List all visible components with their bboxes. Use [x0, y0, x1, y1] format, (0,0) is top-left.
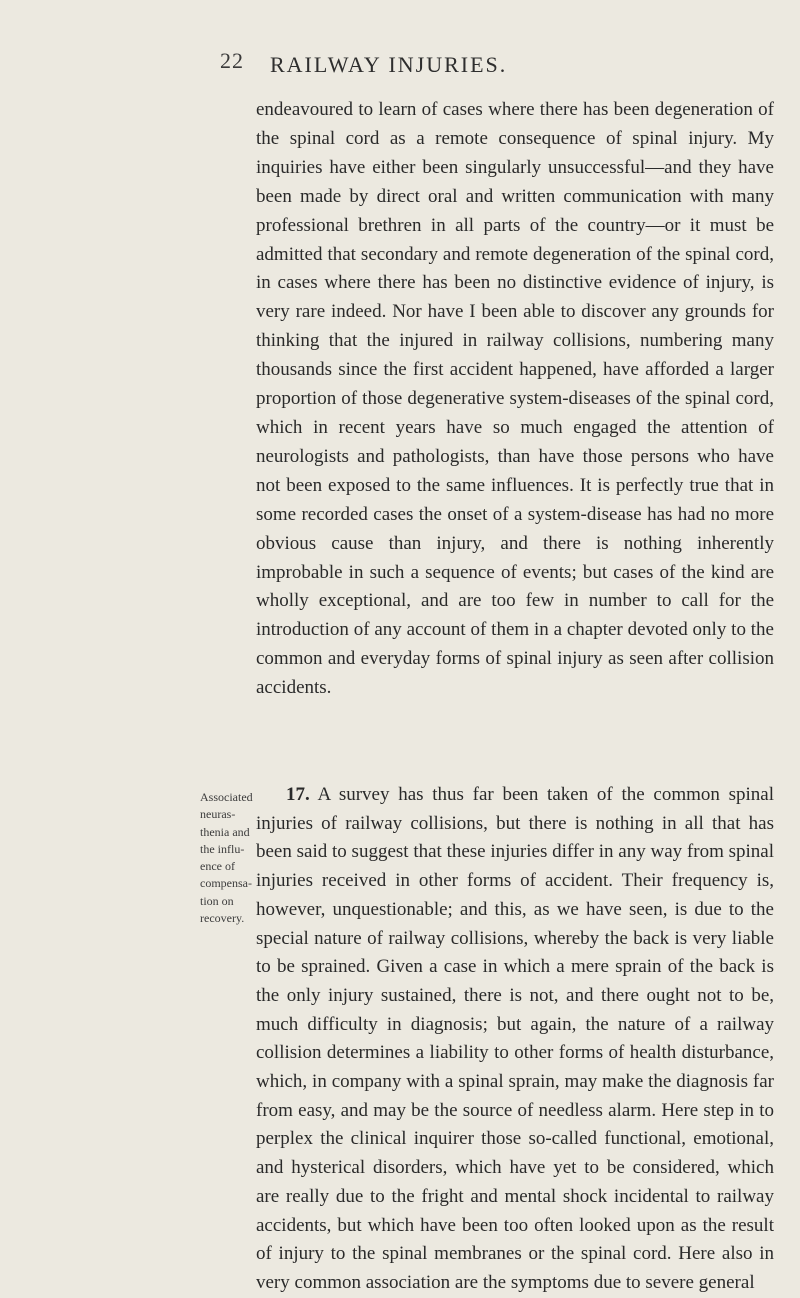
margin-note-line: neuras- — [200, 807, 236, 822]
margin-note-line: compensa- — [200, 876, 252, 891]
margin-note-line: ence of — [200, 859, 235, 874]
page-number: 22 — [220, 48, 244, 73]
margin-note-line: Associated — [200, 790, 253, 804]
section-number: 17. — [286, 784, 310, 805]
body-paragraph-2-text: A survey has thus far been taken of the common spinal injuries of railway collisions, but there is nothing in all that has been said to suggest that these injuries differ in any way from spinal injuries received in other forms of accident. Their frequency is, however, unquestionable; and this, as we have seen, is due to the special nature of railway collisions, whereby the back is very liable to be sprained. Given a case in which a mere sprain of the back is the only injury sustained, there is not, and there ought not to be, much difficulty in diagnosis; but again, the nature of a railway collision determines a liability to other forms of health disturbance, which, in company with a spinal sprain, may make the diagnosis far from easy, and may be the source of needless alarm. Here step in to perplex the clinical inquirer those so-called functional, emotional, and hysterical disorders, which have yet to be considered, which are really due to the fright and mental shock incidental to railway accidents, but which have been too often looked upon as the result of injury to the spinal membranes or the spinal cord. Here also in very common association are the symptoms due to severe general — [256, 784, 775, 1293]
margin-note-line: recovery. — [200, 911, 245, 926]
margin-note-line: tion on — [200, 893, 234, 908]
margin-note-line: the influ- — [200, 841, 245, 856]
running-head: RAILWAY INJURIES. — [270, 52, 508, 77]
body-paragraph-2 — [256, 781, 774, 1298]
margin-note-line: thenia and — [200, 824, 250, 839]
body-paragraph-1: endeavoured to learn of cases where there has been degeneration of the spinal cord as a remote consequence of spinal injury. My inquiries have either been singularly unsuccessful—and they have been made by direct oral and written communication with many professional brethren in all parts of the country—or it must be admitted that secondary and remote degeneration of the spinal cord, in cases where there has been no distinctive evidence of injury, is very rare indeed. Nor have I been able to discover any grounds for thinking that the injured in railway collisions, numbering many thousands since the first accident happened, have afforded a larger proportion of those degenerative system-diseases of the spinal cord, which in recent years have so much engaged the attention of neurologists and pathologists, than have those persons who have not been exposed to the same influences. It is perfectly true that in some recorded cases the onset of a system-disease has had no more obvious cause than injury, and there is nothing inherently improbable in such a sequence of events; but cases of the kind are wholly exceptional, and are too few in number to call for the introduction of any account of them in a chapter devoted only to the common and everyday forms of spinal injury as seen after collision accidents. — [256, 99, 774, 699]
margin-note — [200, 789, 256, 927]
